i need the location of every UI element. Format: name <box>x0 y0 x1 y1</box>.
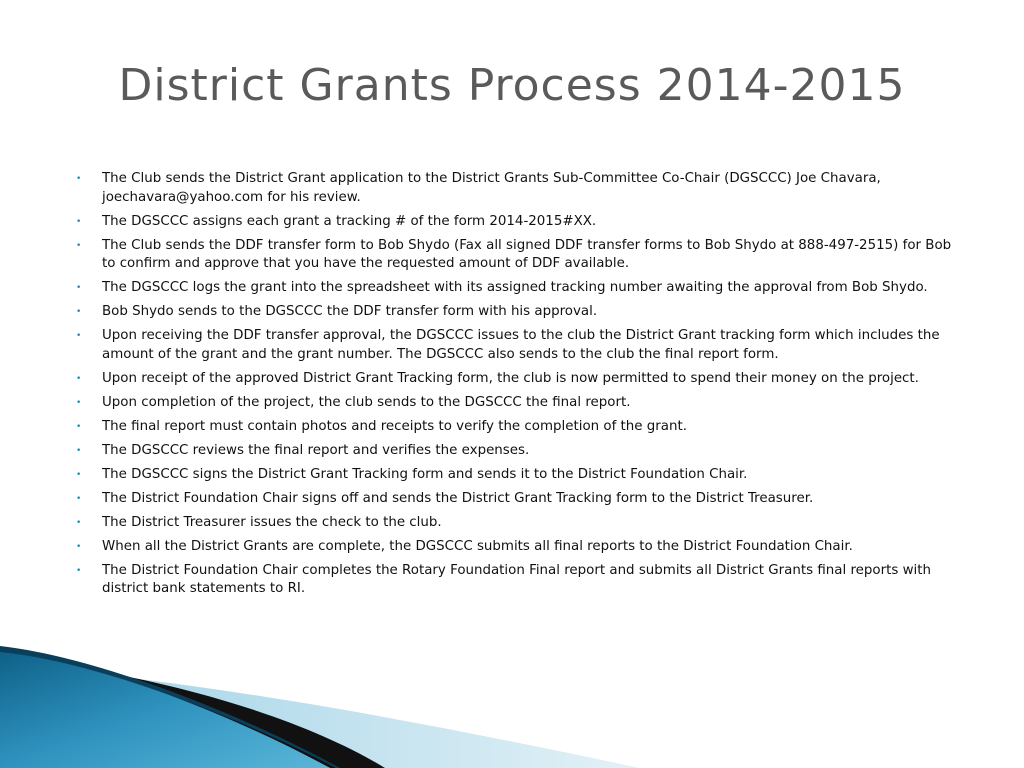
bullet-item <box>64 490 964 509</box>
bullet-item <box>64 418 964 437</box>
bullet-text: Bob Shydo sends to the DGSCCC the DDF transfer form with his approval. <box>102 304 598 319</box>
bullet-text: The District Foundation Chair completes the Rotary Foundation Final report and submits all District Grants final reports with district bank statements to RI. <box>102 562 931 596</box>
bullet-item <box>64 442 964 461</box>
bullet-item <box>64 327 964 364</box>
bullet-item <box>64 237 964 274</box>
bullet-text: The Club sends the District Grant application to the District Grants Sub-Committee Co-Chair (DGSCCC) Joe Chavara, joechavara@yahoo.com for his review. <box>102 171 881 205</box>
bullet-point-icon: • <box>76 283 82 293</box>
bullet-text: The District Foundation Chair signs off and sends the District Grant Tracking form to the District Treasurer. <box>102 490 814 506</box>
bullet-text: The DGSCCC assigns each grant a tracking # of the form 2014-2015#XX. <box>102 213 597 229</box>
bullet-point-icon: • <box>76 307 82 317</box>
bullet-item <box>64 394 964 413</box>
bullet-item <box>64 466 964 485</box>
bullet-text: The DGSCCC logs the grant into the spreadsheet with its assigned tracking number awaiting the approval from Bob Shydo. <box>102 280 928 295</box>
bullet-point-icon: • <box>76 541 82 552</box>
decorative-wave <box>0 638 1024 768</box>
bullet-item <box>64 562 964 599</box>
bullet-text: The final report must contain photos and receipts to verify the completion of the grant. <box>102 418 687 434</box>
bullet-text: The DGSCCC signs the District Grant Tracking form and sends it to the District Foundation Chair. <box>102 466 748 482</box>
bullet-point-icon: • <box>76 216 82 227</box>
bullet-item <box>64 538 964 557</box>
bullet-point-icon: • <box>76 565 82 576</box>
bullet-text: Upon receipt of the approved District Grant Tracking form, the club is now permitted to spend their money on the project. <box>102 370 919 386</box>
bullet-text: When all the District Grants are complete, the DGSCCC submits all final reports to the District Foundation Chair. <box>102 538 853 554</box>
bullet-item <box>64 370 964 389</box>
slide-title: District Grants Process 2014-2015 <box>118 60 906 111</box>
bullet-item <box>64 514 964 533</box>
bullet-point-icon: • <box>76 469 82 480</box>
bullet-point-icon: • <box>76 397 82 408</box>
bullet-text: Upon receiving the DDF transfer approval, the DGSCCC issues to the club the District Grant tracking form which includes the amount of the grant and the grant number. The DGSCCC also sends to the club the final report form. <box>102 328 940 362</box>
bullet-point-icon: • <box>76 493 82 504</box>
bullet-point-icon: • <box>76 445 82 456</box>
bullet-point-icon: • <box>76 421 82 432</box>
bullet-item <box>64 170 964 207</box>
bullet-point-icon: • <box>76 240 82 251</box>
bullet-point-icon: • <box>76 331 82 341</box>
bullet-point-icon: • <box>76 174 82 184</box>
bullet-text: The Club sends the DDF transfer form to Bob Shydo (Fax all signed DDF transfer forms to Bob Shydo at 888-497-2515) for Bob to confirm and approve that you have the requested amount of DDF available. <box>102 237 952 271</box>
bullet-list <box>64 170 964 604</box>
bullet-item <box>64 303 964 322</box>
bullet-item <box>64 279 964 298</box>
bullet-point-icon: • <box>76 517 82 528</box>
bullet-text: The District Treasurer issues the check to the club. <box>102 514 442 530</box>
bullet-text: Upon completion of the project, the club sends to the DGSCCC the final report. <box>102 394 631 410</box>
bullet-point-icon: • <box>76 373 82 384</box>
bullet-text: The DGSCCC reviews the final report and verifies the expenses. <box>102 442 530 458</box>
bullet-item <box>64 213 964 232</box>
